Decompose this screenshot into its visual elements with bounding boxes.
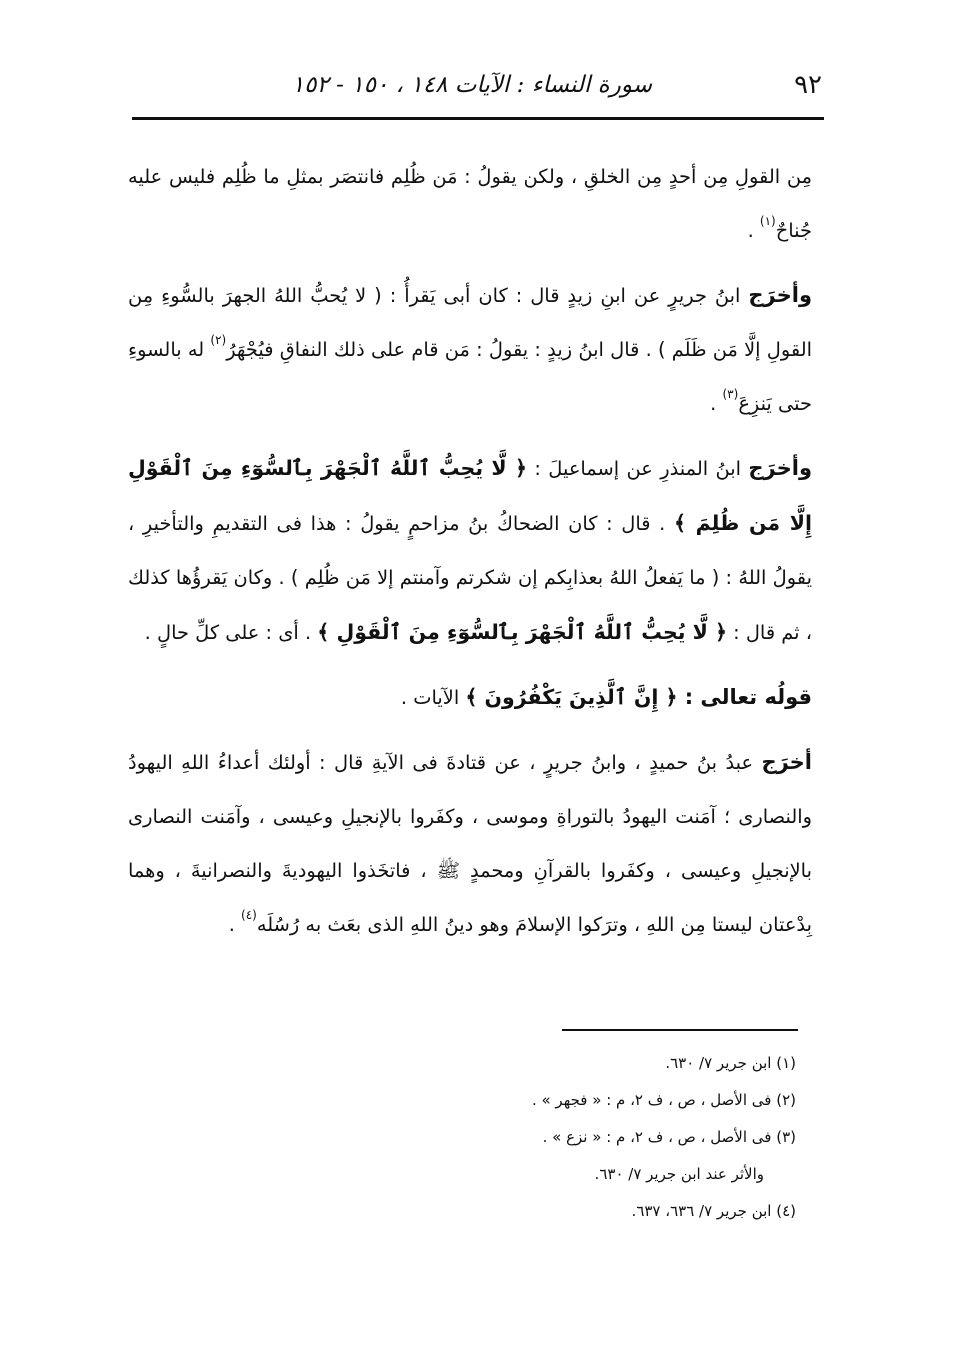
paragraph-text: ابنُ جريرٍ عن ابنِ زيدٍ قال : كان أبى يَقرأُ : ( لا يُحبُّ اللهُ الجهرَ بالسُّوءِ مِن القولِ إلَّا مَن ظَلَم ) . قال ابنُ زيدٍ : يقولُ : مَن قام على ذلك النفاقِ فيُجْهَرُ (128, 284, 813, 361)
paragraph-lead: وأخرَج (748, 283, 812, 307)
paragraph-tail: . أى : على كلِّ حالٍ . (144, 621, 318, 644)
quran-verse: ﴿ إِنَّ ٱلَّذِينَ يَكْفُرُونَ ﴾ (465, 685, 685, 709)
footnote-continuation: والأثر عند ابن جرير ٧/ ٦٣٠. (594, 1165, 764, 1183)
paragraph-tail: . (747, 219, 760, 242)
paragraph-4 (128, 670, 812, 725)
paragraph-text: مِن القولِ مِن أحدٍ مِن الخلقِ ، ولكن يقولُ : مَن ظُلِم فانتصَر بمثلِ ما ظُلِم فليس عليه جُناحٌ (128, 165, 812, 242)
paragraph-text: ابنُ المنذرِ عن إسماعيلَ : (527, 457, 749, 480)
page-number: ٩٢ (794, 70, 822, 100)
paragraph-text: له بالسوءِ حتى يَنزِعَ (128, 338, 812, 415)
paragraph-2 (128, 268, 812, 431)
paragraph-lead: أخرَج (761, 750, 812, 774)
paragraph-tail: . (228, 913, 242, 936)
paragraph-3 (128, 441, 812, 660)
header-rule (132, 117, 824, 120)
footnote-reference[interactable]: (٢) (210, 333, 227, 347)
quran-verse: ﴿ لَّا يُحِبُّ ٱللَّهُ ٱلْجَهْرَ بِٱلسُّوٓءِ مِنَ ٱلْقَوْلِ إِلَّا مَن ظُلِمَ ﴾ (128, 456, 813, 535)
footnote-reference[interactable]: (٤) (241, 908, 257, 922)
paragraph-5 (128, 735, 812, 952)
footnote-reference[interactable]: (٣) (722, 387, 739, 401)
paragraph-text: عبدُ بنُ حميدٍ ، وابنُ جريرٍ ، عن قتادةَ فى الآيةِ قال : أولئك أعداءُ اللهِ اليهودُ والنصارى ؛ آمَنت اليهودُ بالتوراةِ وموسى ، وكفَروا بالإنجيلِ وعيسى ، وآمَنت النصارى بالإنجيلِ وعيسى ، وكفَروا بالقرآنِ ومحمدٍ ﷺ ، فاتخَذوا اليهوديةَ والنصرانيةَ ، وهما بِدْعتان ليستا مِن اللهِ ، وترَكوا الإسلامَ وهو دينُ اللهِ الذى بعَث به رُسُلَه (128, 751, 812, 936)
main-text (128, 150, 812, 962)
footnote-rule (562, 1029, 798, 1031)
footnote: (٢) فى الأصل ، ص ، ف ٢، م : « فجهر » . (531, 1091, 796, 1109)
quran-verse: ﴿ لَّا يُحِبُّ ٱللَّهُ ٱلْجَهْرَ بِٱلسُّوٓءِ مِنَ ٱلْقَوْلِ ﴾ (317, 620, 727, 644)
running-title: سورة النساء : الآيات ١٤٨ ، ١٥٠ - ١٥٢ (291, 72, 652, 98)
verse-heading: قولُه تعالى : (684, 685, 812, 709)
footnotes (360, 1045, 796, 1230)
paragraph-lead: وأخرَج (748, 456, 812, 480)
paragraph-tail: الآيات . (400, 686, 466, 709)
paragraph-text: . قال : كان الضحاكُ بنُ مزاحمٍ يقولُ : هذا فى التقديمِ والتأخيرِ ، يقولُ اللهُ : ( ما يَفعلُ اللهُ بعذابِكم إن شكرتم وآمنتم إلا مَن ظُلِم ) . وكان يَقرؤُها كذلك ، ثم قال : (128, 512, 812, 644)
footnote-reference[interactable]: (١) (759, 214, 776, 228)
footnote: (١) ابن جرير ٧/ ٦٣٠. (665, 1054, 796, 1072)
paragraph-tail: . (710, 392, 723, 415)
page-header (132, 70, 822, 110)
paragraph-1 (128, 150, 812, 258)
footnote: (٤) ابن جرير ٧/ ٦٣٦، ٦٣٧. (631, 1202, 796, 1220)
footnote: (٣) فى الأصل ، ص ، ف ٢، م : « نزع » . (542, 1128, 796, 1146)
